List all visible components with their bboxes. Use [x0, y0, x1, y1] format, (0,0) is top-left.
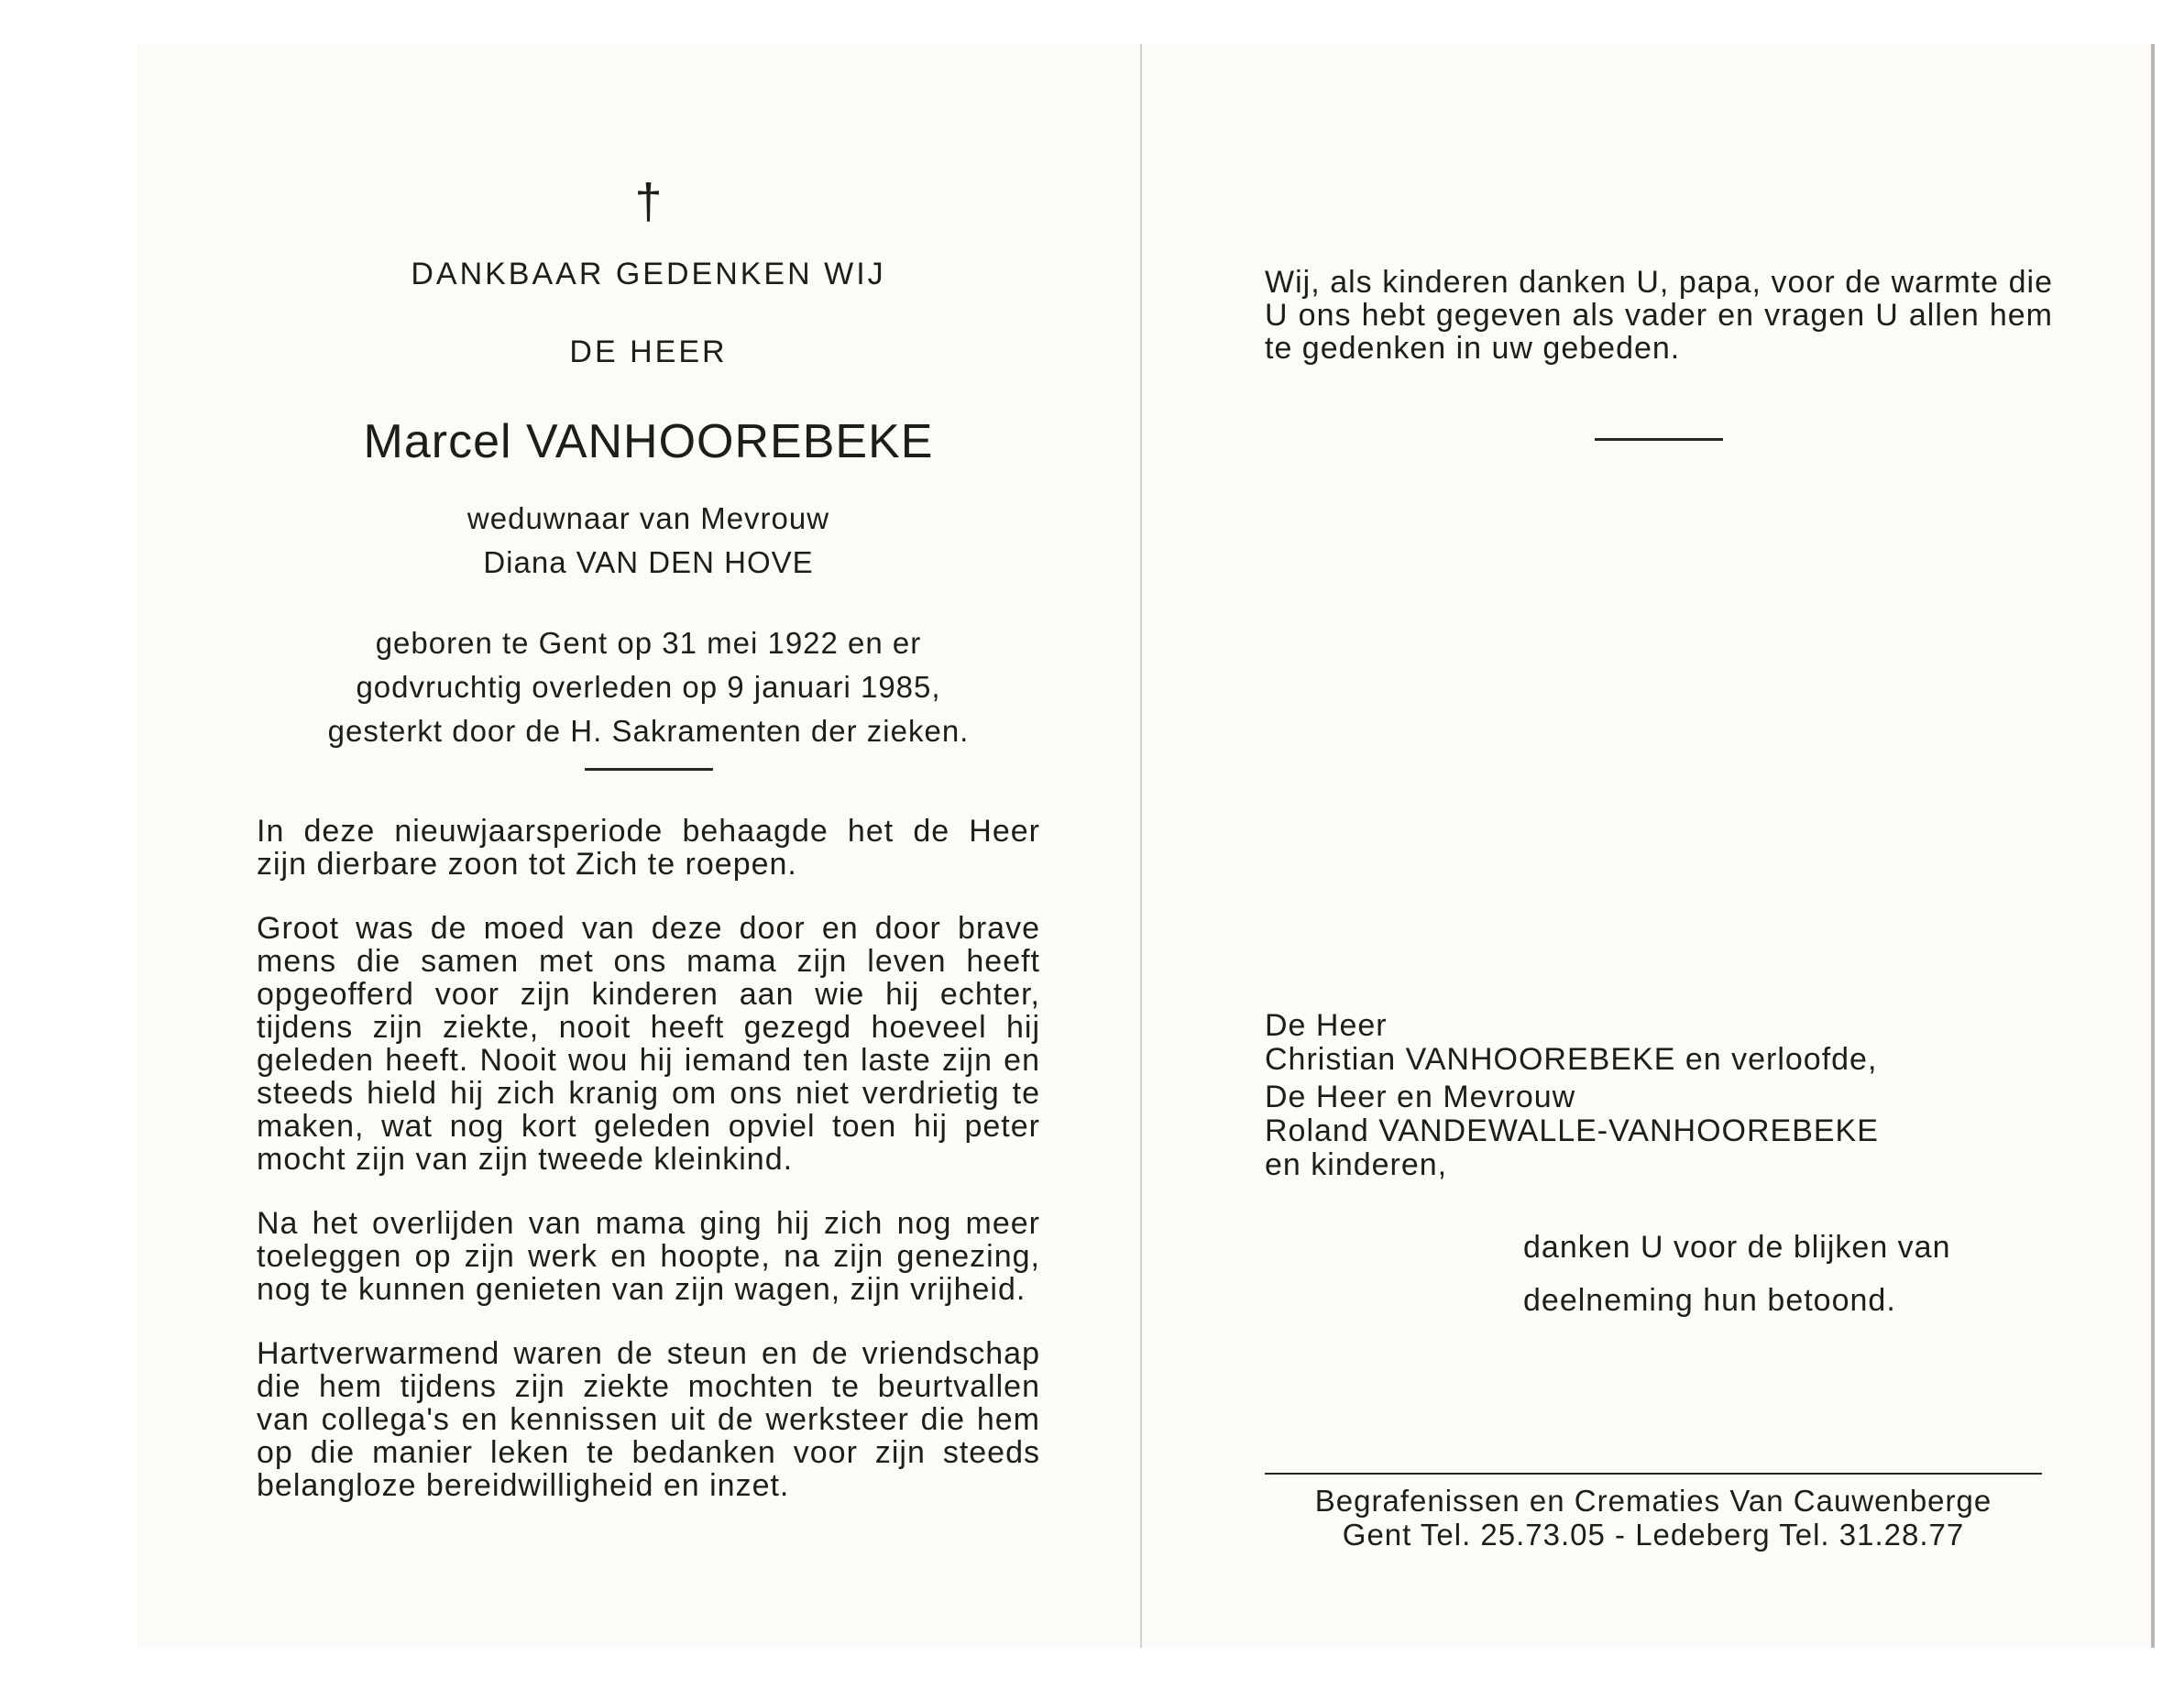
thanks-line: deelneming hun betoond.: [1523, 1283, 1896, 1318]
footer-line: Gent Tel. 25.73.05 - Ledeberg Tel. 31.28.77: [1342, 1518, 1965, 1552]
footer-line: Begrafenissen en Crematies Van Cauwenberge: [1314, 1484, 1992, 1518]
family-line: Roland VANDEWALLE-VANHOOREBEKE: [1265, 1113, 1879, 1148]
heading: DANKBAAR GEDENKEN WIJ: [411, 257, 886, 291]
family-block: [1265, 1009, 2053, 1182]
thanks-line: danken U voor de blijken van: [1523, 1230, 1951, 1265]
paragraph: Hartverwarmend waren de steun en de vriendschap die hem tijdens zijn ziekte mochten te beurtvallen van collega's en kennissen uit de werksteer die hem op die manier leken te bedanken voor zijn steeds belangloze bereidwilligheid en inzet.: [257, 1336, 1040, 1503]
widower-block: [257, 497, 1040, 585]
card-edge: [2151, 44, 2155, 1648]
paragraph: Na het overlijden van mama ging hij zich nog meer toeleggen op zijn werk en hoopte, na zijn genezing, nog te kunnen genieten van zijn wagen, zijn vrijheid.: [257, 1206, 1040, 1307]
thanks-block: [1265, 1221, 2053, 1327]
tribute-text: [257, 815, 1040, 1502]
card-fold: [1140, 44, 1142, 1648]
life-block: [257, 621, 1040, 753]
life-line: geboren te Gent op 31 mei 1922 en er: [375, 626, 922, 660]
life-line: godvruchtig overleden op 9 januari 1985,: [356, 670, 941, 704]
divider: [1595, 438, 1723, 441]
funeral-home-footer: [1265, 1473, 2042, 1552]
family-line: en kinderen,: [1265, 1147, 1448, 1182]
life-line: gesterkt door de H. Sakramenten der zieken.: [327, 714, 970, 748]
paragraph: In deze nieuwjaarsperiode behaagde het de Heer zijn dierbare zoon tot Zich te roepen.: [257, 814, 1040, 882]
deceased-name: Marcel VANHOOREBEKE: [363, 415, 934, 468]
family-line: De Heer en Mevrouw: [1265, 1080, 1576, 1114]
cross-icon: †: [634, 174, 663, 229]
right-panel: [1265, 266, 2053, 1327]
paragraph: Groot was de moed van deze door en door brave mens die samen met ons mama zijn leven heeft opgeofferd voor zijn kinderen aan wie hij echter, tijdens zijn ziekte, nooit heeft gezegd hoeveel hij geleden heeft. Nooit wou hij iemand ten laste zijn en steeds hield hij zich kranig om ons niet verdrietig te maken, wat nog kort geleden opviel toen hij peter mocht zijn van zijn tweede kleinkind.: [257, 911, 1040, 1177]
left-panel: [257, 174, 1040, 1515]
spouse-name: Diana VAN DEN HOVE: [483, 545, 814, 579]
divider: [585, 768, 713, 771]
title: DE HEER: [569, 335, 728, 369]
message: Wij, als kinderen danken U, papa, voor de warmte die U ons hebt gegeven als vader en vragen U allen hem te gedenken in uw gebeden.: [1265, 265, 2053, 366]
widower-line: weduwnaar van Mevrouw: [466, 501, 830, 535]
family-line: Christian VANHOOREBEKE en verloofde,: [1265, 1042, 1878, 1077]
family-line: De Heer: [1265, 1008, 1388, 1043]
